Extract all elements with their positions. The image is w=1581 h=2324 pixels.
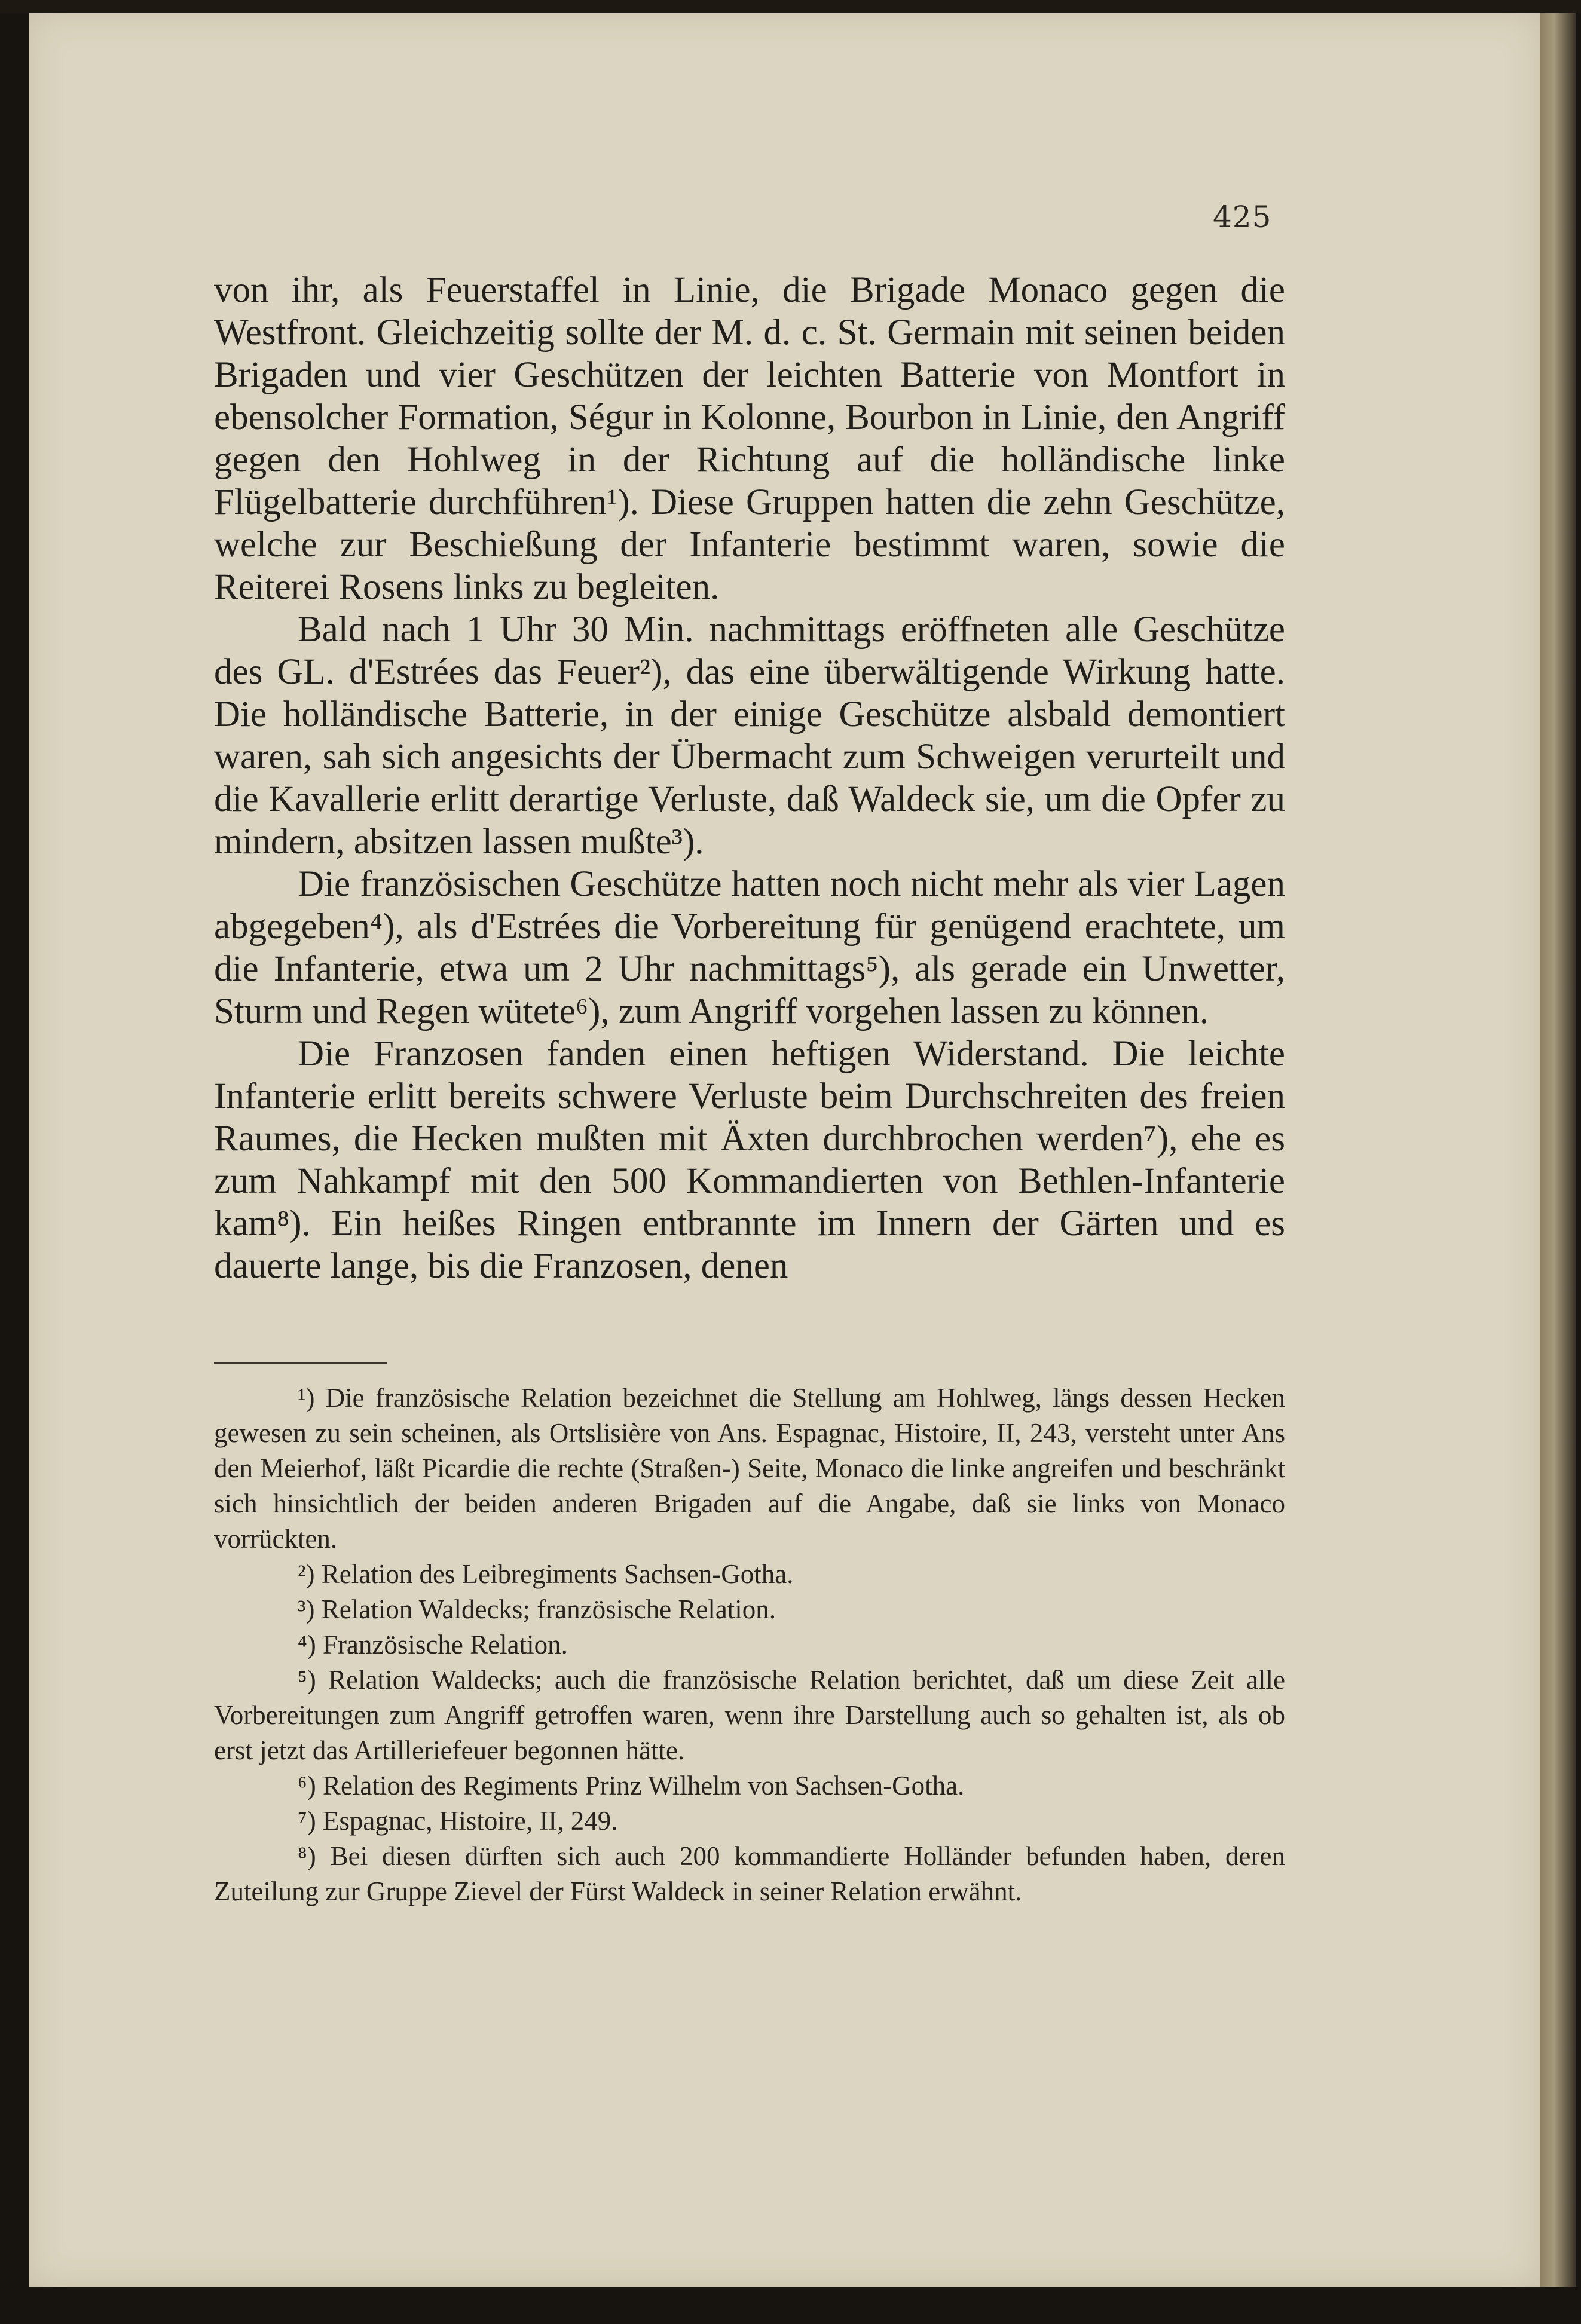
footnote: ²) Relation des Leibregiments Sachsen-Gotha. xyxy=(298,1559,794,1589)
paragraph: Die Franzosen fanden einen heftigen Widerstand. Die leichte Infanterie erlitt bereits schwere Verluste beim Durchschreiten des freien Raumes, die Hecken mußten mit Äxten durchbrochen werden⁷), ehe es zum Nahkampf mit den 500 Kommandierten von Bethlen-Infanterie kam⁸). Ein heißes Ringen entbrannte im Innern der Gärten und es dauerte lange, bis die Franzosen, denen xyxy=(214,1034,1285,1286)
scan-top-edge xyxy=(0,0,1581,13)
paragraph: Bald nach 1 Uhr 30 Min. nachmittags eröffneten alle Geschütze des GL. d'Estrées das Feuer²), das eine überwältigende Wirkung hatte. Die holländische Batterie, in der einige Geschütze alsbald demontiert waren, sah sich angesichts der Übermacht zum Schweigen verurteilt und die Kavallerie erlitt derartige Verluste, daß Waldeck sie, um die Opfer zu mindern, absitzen lassen mußte³). xyxy=(214,610,1285,862)
footnote: ⁶) Relation des Regiments Prinz Wilhelm von Sachsen-Gotha. xyxy=(298,1771,965,1801)
page-edge-stack xyxy=(1540,13,1576,2287)
footnote: ⁵) Relation Waldecks; auch die französische Relation berichtet, daß um diese Zeit alle Vorbereitungen zum Angriff getroffen waren, wenn ihre Darstellung auch so gehalten ist, als ob erst jetzt das Artilleriefeuer begonnen hätte. xyxy=(214,1665,1285,1765)
footnote-divider xyxy=(214,1362,387,1364)
main-text xyxy=(214,269,1285,1287)
footnotes xyxy=(214,1380,1285,1909)
paragraph: Die französischen Geschütze hatten noch nicht mehr als vier Lagen abgegeben⁴), als d'Estrées die Vorbereitung für genügend erachtete, um die Infanterie, etwa um 2 Uhr nachmittags⁵), als gerade ein Unwetter, Sturm und Regen wütete⁶), zum Angriff vorgehen lassen zu können. xyxy=(214,864,1285,1031)
footnote: ⁴) Französische Relation. xyxy=(298,1630,568,1659)
footnote: ³) Relation Waldecks; französische Relation. xyxy=(298,1594,776,1624)
page-number: 425 xyxy=(1213,200,1272,234)
paragraph: von ihr, als Feuerstaffel in Linie, die Brigade Monaco gegen die Westfront. Gleichzeitig sollte der M. d. c. St. Germain mit seinen beiden Brigaden und vier Geschützen der leichten Batterie von Montfort in ebensolcher Formation, Ségur in Kolonne, Bourbon in Linie, den Angriff gegen den Hohlweg in der Richtung auf die holländische linke Flügelbatterie durchführen¹). Diese Gruppen hatten die zehn Geschütze, welche zur Beschießung der Infanterie bestimmt waren, sowie die Reiterei Rosens links zu begleiten. xyxy=(214,270,1285,607)
footnote: ⁷) Espagnac, Histoire, II, 249. xyxy=(298,1806,618,1836)
footnote: ⁸) Bei diesen dürften sich auch 200 kommandierte Holländer befunden haben, deren Zuteilung zur Gruppe Zievel der Fürst Waldeck in seiner Relation erwähnt. xyxy=(214,1841,1285,1906)
footnote: ¹) Die französische Relation bezeichnet die Stellung am Hohlweg, längs dessen Hecken gewesen zu sein scheinen, als Ortslisière von Ans. Espagnac, Histoire, II, 243, versteht unter Ans den Meierhof, läßt Picardie die rechte (Straßen-) Seite, Monaco die linke angreifen und beschränkt sich hinsichtlich der beiden anderen Brigaden auf die Angabe, daß sie links von Monaco vorrückten. xyxy=(214,1383,1285,1554)
